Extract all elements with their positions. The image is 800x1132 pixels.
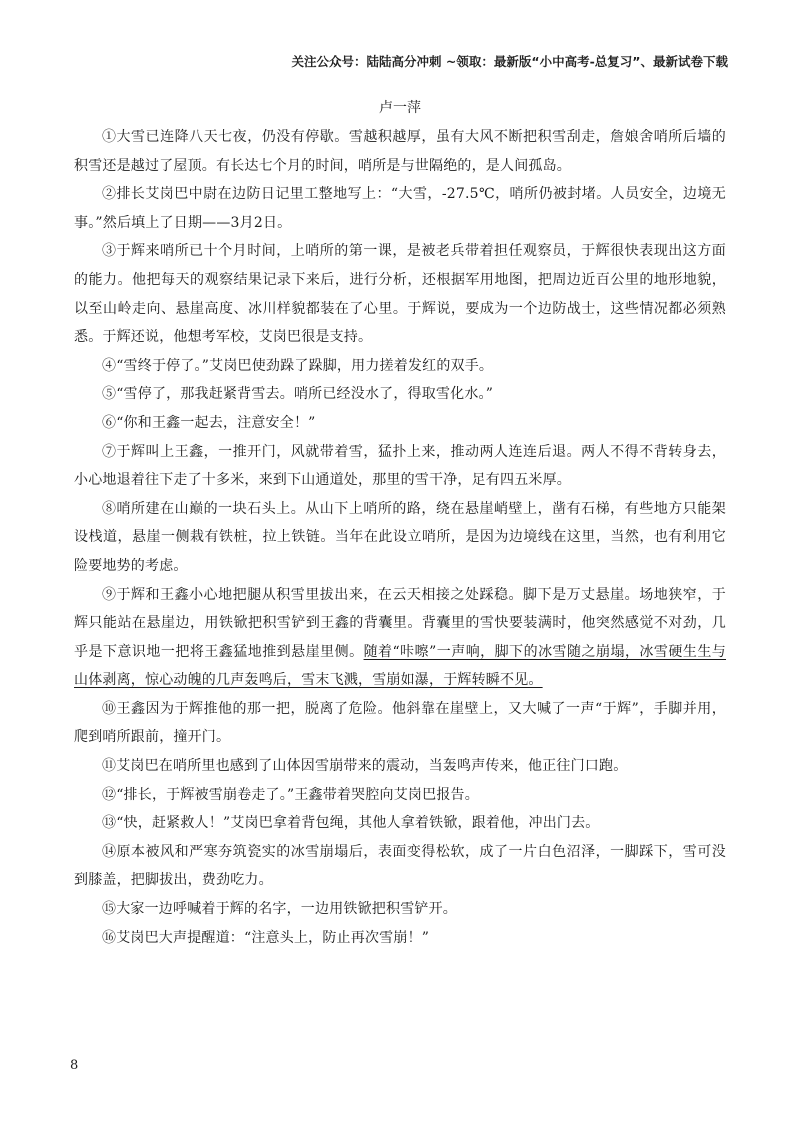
paragraph-14: ⑭原本被风和严寒夯筑瓷实的冰雪崩塌后，表面变得松软，成了一片白色沼泽，一脚踩下，雪可没到膝盖，把脚拔出，费劲吃力。	[74, 843, 726, 889]
paragraph-2: ②排长艾岗巴中尉在边防日记里工整地写上：“大雪，-27.5℃，哨所仍被封堵。人员安全，边境无事。”然后填上了日期——3月2日。	[74, 186, 726, 231]
underlined-sentence: 随着“咔嚓”一声响，脚下的冰雪随之崩塌，冰雪硬生生与山体剥离，惊心动魄的几声轰鸣后，雪末飞溅，雪崩如瀑，于辉转瞬不见。	[74, 643, 727, 689]
paragraph-6: ⑥“你和王鑫一起去，注意安全！”	[102, 414, 316, 431]
paragraph-15: ⑮大家一边呼喊着于辉的名字，一边用铁锨把积雪铲开。	[102, 901, 457, 918]
paragraph-9	[74, 581, 726, 695]
paragraph-11: ⑪艾岗巴在哨所里也感到了山体因雪崩带来的震动，当轰鸣声传来，他正往门口跑。	[102, 758, 628, 775]
paragraph-4: ④“雪终于停了。”艾岗巴使劲跺了跺脚，用力搓着发红的双手。	[102, 357, 494, 374]
paragraph-16: ⑯艾岗巴大声提醒道：“注意头上，防止再次雪崩！”	[102, 929, 430, 946]
paragraph-13: ⑬“快，赶紧救人！”艾岗巴拿着背包绳，其他人拿着铁锨，跟着他，冲出门去。	[102, 815, 600, 832]
paragraph-9-text: ⑨于辉和王鑫小心地把腿从积雪里拔出来，在云天相接之处踩稳。脚下是万丈悬崖。场地狭窄，于辉只能站在悬崖边，用铁锨把积雪铲到王鑫的背囊里。背囊里的雪快要装满时，他突然感觉不对劲，几乎是下意识地一把将王鑫猛地推到悬崖里侧。	[74, 586, 726, 660]
page-header: 关注公众号：陆陆高分冲刺 ~领取：最新版“小中高考-总复习”、最新试卷下载	[291, 54, 728, 69]
paragraph-1: ①大雪已连降八天七夜，仍没有停歇。雪越积越厚，虽有大风不断把积雪刮走，詹娘舍哨所后墙的积雪还是越过了屋顶。有长达七个月的时间，哨所是与世隔绝的，是人间孤岛。	[74, 129, 726, 174]
paragraph-10: ⑩王鑫因为于辉推他的那一把，脱离了危险。他斜靠在崖壁上，又大喊了一声“于辉”，手脚并用，爬到哨所跟前，撞开门。	[74, 700, 726, 746]
article-body	[74, 123, 726, 952]
paragraph-12: ⑫“排长，于辉被雪崩卷走了。”王鑫带着哭腔向艾岗巴报告。	[102, 786, 479, 803]
author-name: 卢一萍	[379, 100, 421, 116]
paragraph-7: ⑦于辉叫上王鑫，一推开门，风就带着雪，猛扑上来，推动两人连连后退。两人不得不背转身去，小心地退着往下走了十多米，来到下山通道处，那里的雪干净，足有四五米厚。	[74, 443, 726, 489]
paragraph-5: ⑤“雪停了，那我赶紧背雪去。哨所已经没水了，得取雪化水。”	[102, 386, 494, 403]
paragraph-3: ③于辉来哨所已十个月时间，上哨所的第一课，是被老兵带着担任观察员，于辉很快表现出这方面的能力。他把每天的观察结果记录下来后，进行分析，还根据军用地图，把周边近百公里的地形地貌，以至山岭走向、悬崖高度、冰川样貌都装在了心里。于辉说，要成为一个边防战士，这些情况都必须熟悉。于辉还说，他想考军校，艾岗巴很是支持。	[74, 243, 726, 346]
page-number: 8	[70, 1058, 79, 1073]
paragraph-8: ⑧哨所建在山巅的一块石头上。从山下上哨所的路，绕在悬崖峭壁上，凿有石梯，有些地方只能架设栈道，悬崖一侧栽有铁桩，拉上铁链。当年在此设立哨所，是因为边境线在这里，当然，也有利用它险要地势的考虑。	[74, 500, 726, 574]
